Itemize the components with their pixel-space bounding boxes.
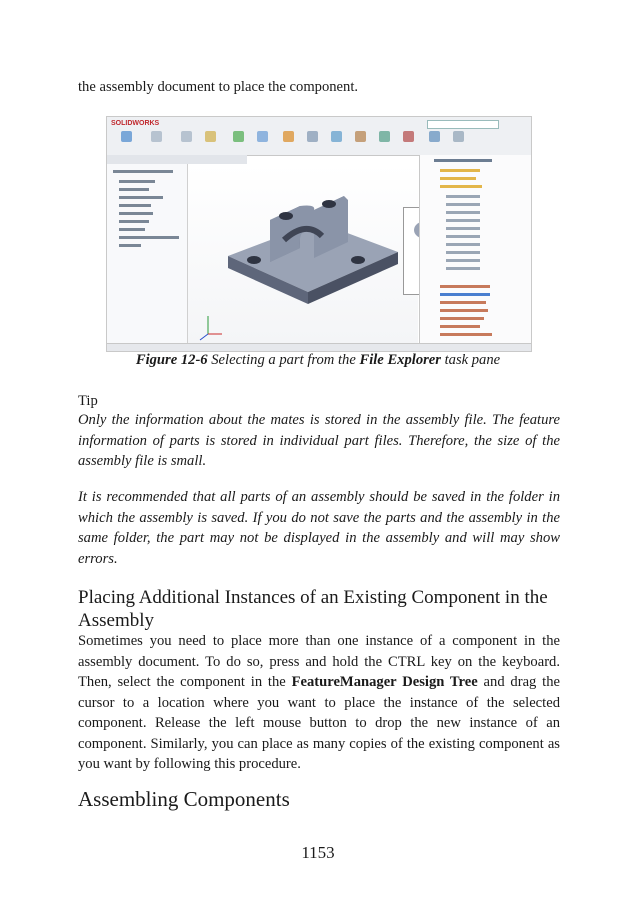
caption-text-after: task pane	[440, 352, 501, 368]
smart-fasteners-icon	[205, 131, 216, 142]
file-row[interactable]	[446, 219, 480, 222]
caption-bold: File Explorer	[359, 352, 441, 368]
linear-pattern-icon	[181, 131, 192, 142]
figure-number: Figure 12-6	[135, 352, 208, 368]
tree-item[interactable]	[119, 236, 179, 239]
section-body-part2: and drag the cursor to a location where you want to place the instance of the selected component. Release the left mouse button to drop the new instance of an component. Similarly, you can place as many copies of the existing component as you want by following this procedure.	[78, 674, 560, 772]
section-body-part1: Sometimes you need to place more than one instance of a component in the assembly document. To do so, press and hold the CTRL key on the keyboard. Then, select the component in the	[78, 633, 560, 690]
tip-paragraph-2: It is recommended that all parts of an assembly should be saved in the folder in which the assembly is saved. If you do not save the parts and the assembly in the same folder, the part may not be displayed in the assembly and will may show errors.	[78, 489, 560, 567]
folder-row[interactable]	[440, 169, 480, 172]
tree-item[interactable]	[119, 220, 149, 223]
interference-detection-icon	[403, 131, 414, 142]
base-hole-right	[351, 256, 365, 264]
tree-item[interactable]	[119, 212, 153, 215]
reference-geometry-icon	[307, 131, 318, 142]
tree-item[interactable]	[113, 170, 173, 173]
next-section-heading: Assembling Components	[78, 787, 290, 811]
base-hole-left	[247, 256, 261, 264]
tip-paragraph-1: Only the information about the mates is stored in the assembly file. The feature information of parts is stored in individual part files. Therefore, the size of the assembly file is small.	[78, 412, 560, 469]
new-motion-study-icon	[331, 131, 342, 142]
pane-title	[434, 159, 492, 162]
file-explorer-pane[interactable]	[419, 155, 532, 343]
move-component-icon	[233, 131, 244, 142]
part-row[interactable]	[440, 285, 490, 288]
mate-icon	[151, 131, 162, 142]
triad-z-axis	[200, 334, 208, 340]
file-row[interactable]	[446, 243, 480, 246]
part-row-selected[interactable]	[440, 293, 490, 296]
top-hole-right	[322, 200, 336, 208]
page-number: 1153	[301, 843, 335, 862]
large-assembly-icon	[453, 131, 464, 142]
top-hole-left	[279, 212, 293, 220]
tree-item[interactable]	[119, 244, 141, 247]
file-row[interactable]	[446, 211, 480, 214]
file-row[interactable]	[446, 227, 480, 230]
exploded-view-icon	[379, 131, 390, 142]
show-hidden-icon	[257, 131, 268, 142]
folder-row[interactable]	[440, 185, 482, 188]
lead-paragraph: the assembly document to place the component.	[78, 79, 359, 95]
part-row[interactable]	[440, 309, 488, 312]
file-row[interactable]	[446, 259, 480, 262]
feature-manager-tree[interactable]	[107, 164, 188, 343]
part-row[interactable]	[440, 325, 480, 328]
figure-caption	[0, 352, 636, 369]
tree-item[interactable]	[119, 188, 149, 191]
tree-item[interactable]	[119, 204, 151, 207]
file-row[interactable]	[446, 267, 480, 270]
file-row[interactable]	[446, 203, 480, 206]
tree-item[interactable]	[119, 180, 155, 183]
file-row[interactable]	[446, 235, 480, 238]
folder-row[interactable]	[440, 177, 476, 180]
app-logo: SOLIDWORKS	[111, 120, 160, 127]
section-body	[78, 631, 560, 775]
section-body-bold: FeatureManager Design Tree	[291, 674, 478, 690]
status-bar	[107, 343, 531, 352]
tree-item[interactable]	[119, 228, 145, 231]
bracket-part-model[interactable]	[188, 164, 418, 343]
instant3d-icon	[429, 131, 440, 142]
file-row[interactable]	[446, 251, 480, 254]
part-row[interactable]	[440, 333, 492, 336]
search-input[interactable]	[427, 120, 499, 129]
bill-of-materials-icon	[355, 131, 366, 142]
assembly-features-icon	[283, 131, 294, 142]
section-heading: Placing Additional Instances of an Existing Component in the Assembly	[78, 587, 548, 631]
part-row[interactable]	[440, 301, 486, 304]
part-row[interactable]	[440, 317, 484, 320]
command-manager-toolbar	[107, 117, 531, 156]
figure-screenshot	[106, 116, 532, 352]
tip-heading: Tip	[78, 393, 98, 409]
insert-components-icon	[121, 131, 132, 142]
file-row[interactable]	[446, 195, 480, 198]
caption-text-before: Selecting a part from the	[207, 352, 360, 368]
tree-item[interactable]	[119, 196, 163, 199]
graphics-area[interactable]	[188, 164, 418, 343]
